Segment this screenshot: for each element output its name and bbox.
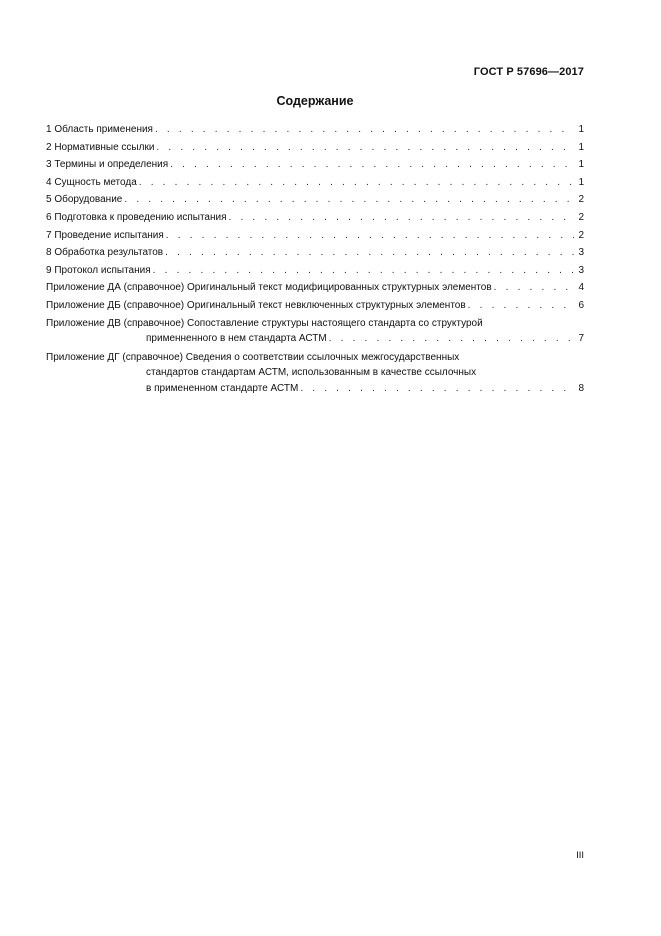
- toc-item[interactable]: [46, 156, 584, 174]
- toc-appendix-label-continued: стандартов стандартам АСТМ, использованным в качестве ссылочных: [146, 367, 477, 379]
- toc-appendix-label: Приложение ДА (справочное) Оригинальный текст модифицированных структурных элементов: [46, 282, 492, 294]
- toc-item[interactable]: [46, 191, 584, 209]
- toc-leader-dots: [329, 331, 574, 347]
- toc-leader-dots: [468, 297, 574, 315]
- toc-item-page: 6: [578, 299, 584, 311]
- toc-leader-dots: [165, 244, 574, 262]
- toc-item-page: 1: [578, 124, 584, 135]
- toc-leader-dots: [153, 262, 574, 280]
- toc-item-page: 2: [578, 229, 584, 241]
- toc-item-page: 8: [578, 382, 584, 394]
- toc-item-page: 4: [578, 282, 584, 294]
- toc-item-page: 1: [578, 141, 584, 153]
- toc-leader-dots: [124, 191, 574, 209]
- toc-item-label: 2 Нормативные ссылки: [46, 141, 155, 153]
- toc-leader-dots: [166, 227, 574, 245]
- toc-leader-dots: [170, 156, 574, 174]
- toc-item[interactable]: [46, 227, 584, 245]
- toc-item-label: 1 Область применения: [46, 124, 153, 135]
- toc-title: Содержание: [276, 94, 354, 108]
- toc-item[interactable]: [46, 139, 584, 157]
- page-number: III: [576, 850, 584, 861]
- toc-item[interactable]: [46, 262, 584, 280]
- toc-appendix-label: Приложение ДБ (справочное) Оригинальный текст невключенных структурных элементов: [46, 299, 466, 311]
- toc-item-label: 4 Сущность метода: [46, 176, 137, 188]
- toc-leader-dots: [156, 139, 574, 157]
- toc-item-label: 9 Протокол испытания: [46, 264, 151, 276]
- toc-leader-dots: [155, 121, 574, 139]
- toc-leader-dots: [139, 174, 574, 192]
- toc-item-label: 8 Обработка результатов: [46, 247, 164, 259]
- toc-leader-dots: [494, 279, 574, 297]
- table-of-contents: [46, 121, 584, 397]
- toc-item-label: 3 Термины и определения: [46, 159, 169, 171]
- toc-item-page: 1: [578, 176, 584, 188]
- toc-appendix-label-continued: в примененном стандарте АСТМ: [146, 382, 299, 394]
- toc-item-page: 2: [578, 194, 584, 206]
- toc-appendix-item[interactable]: [46, 350, 584, 397]
- toc-appendix-item[interactable]: [46, 279, 584, 297]
- toc-appendix-label-continued: применненного в нем стандарта АСТМ: [146, 333, 327, 345]
- toc-item[interactable]: [46, 244, 584, 262]
- toc-item-page: 3: [578, 247, 584, 259]
- toc-appendix-label: Приложение ДВ (справочное) Сопоставление структуры настоящего стандарта со структурой: [46, 317, 483, 329]
- toc-item-page: 1: [578, 159, 584, 171]
- document-code: ГОСТ Р 57696—2017: [473, 66, 584, 78]
- toc-leader-dots: [300, 381, 574, 397]
- toc-item[interactable]: [46, 209, 584, 227]
- toc-leader-dots: [229, 209, 574, 227]
- toc-item[interactable]: [46, 121, 584, 139]
- toc-item-label: 5 Оборудование: [46, 194, 123, 206]
- toc-item-page: 2: [578, 211, 584, 223]
- toc-appendix-item[interactable]: [46, 316, 584, 347]
- toc-item-label: 7 Проведение испытания: [46, 229, 164, 241]
- toc-item-page: 3: [578, 264, 584, 276]
- toc-item-page: 7: [578, 333, 584, 345]
- toc-item[interactable]: [46, 174, 584, 192]
- toc-appendix-label: Приложение ДГ (справочное) Сведения о соответствии ссылочных межгосударственных: [46, 351, 460, 363]
- toc-appendix-item[interactable]: [46, 297, 584, 315]
- toc-item-label: 6 Подготовка к проведению испытания: [46, 211, 227, 223]
